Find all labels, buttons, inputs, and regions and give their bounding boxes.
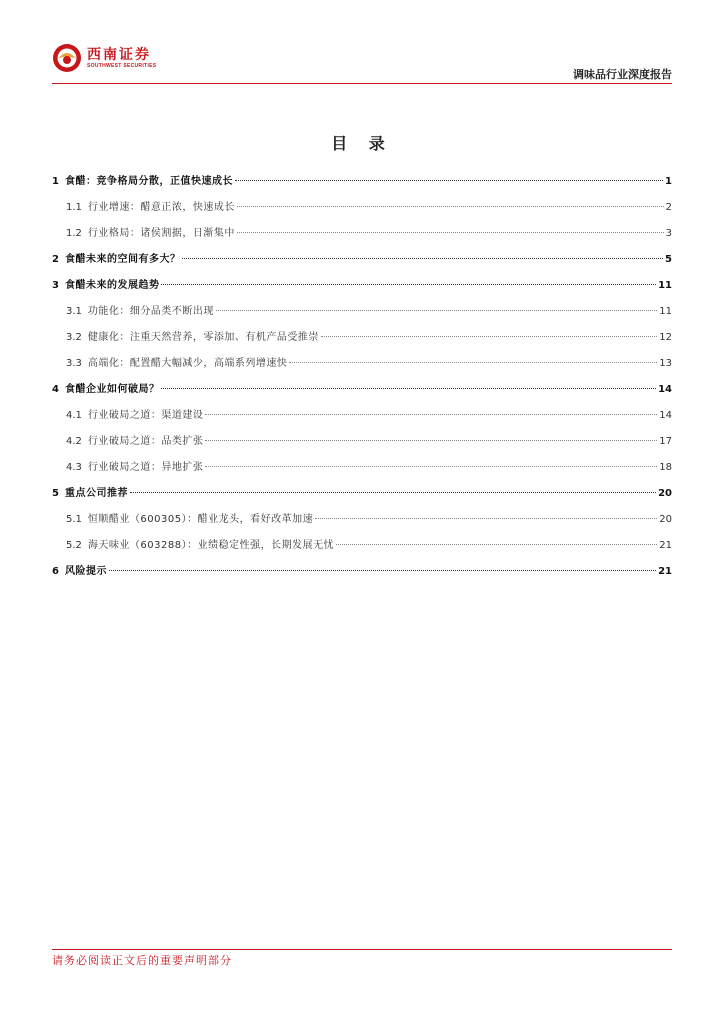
toc-entry-section[interactable] <box>52 510 672 536</box>
toc-dot-leader <box>182 258 663 259</box>
toc-page-number: 21 <box>659 540 672 551</box>
toc-page-number: 14 <box>658 384 672 395</box>
toc-dot-leader <box>321 336 657 337</box>
toc-dot-leader <box>216 310 657 311</box>
logo-english-name: SOUTHWEST SECURITIES <box>87 62 157 69</box>
toc-entry-number: 3.1 <box>66 306 82 317</box>
toc-entry-chapter[interactable] <box>52 380 672 406</box>
toc-entry-title: 高端化：配置醋大幅减少，高端系列增速快 <box>87 358 288 369</box>
toc-dot-leader <box>237 232 664 233</box>
toc-entry-section[interactable] <box>52 302 672 328</box>
toc-dot-leader <box>336 544 657 545</box>
toc-entry-section[interactable] <box>52 198 672 224</box>
toc-page-number: 3 <box>665 228 672 239</box>
toc-entry-chapter[interactable] <box>52 562 672 588</box>
toc-page-number: 12 <box>659 332 672 343</box>
toc-dot-leader <box>109 570 656 571</box>
toc-dot-leader <box>315 518 657 519</box>
company-logo <box>52 43 156 73</box>
toc-page-number: 2 <box>665 202 672 213</box>
toc-entry-section[interactable] <box>52 406 672 432</box>
table-of-contents <box>52 172 672 588</box>
disclaimer-notice: 请务必阅读正文后的重要声明部分 <box>52 954 232 967</box>
toc-entry-title: 功能化：细分品类不断出现 <box>87 306 214 317</box>
header-divider <box>52 83 672 84</box>
toc-page-number: 20 <box>658 488 672 499</box>
toc-page-number: 1 <box>665 176 672 187</box>
toc-entry-number: 2 <box>52 254 59 265</box>
toc-entry-number: 1.1 <box>66 202 82 213</box>
toc-entry-number: 4.2 <box>66 436 82 447</box>
toc-entry-title: 海天味业（603288）：业绩稳定性强，长期发展无忧 <box>87 540 335 551</box>
toc-entry-title: 健康化：注重天然营养，零添加、有机产品受推崇 <box>87 332 319 343</box>
toc-entry-number: 6 <box>52 566 59 577</box>
toc-entry-section[interactable] <box>52 458 672 484</box>
toc-page-number: 11 <box>658 280 672 291</box>
toc-page-number: 5 <box>665 254 672 265</box>
toc-entry-section[interactable] <box>52 328 672 354</box>
toc-entry-title: 恒顺醋业（600305）：醋业龙头，看好改革加速 <box>87 514 314 525</box>
toc-page-number: 17 <box>659 436 672 447</box>
toc-entry-title: 食醋：竞争格局分散，正值快速成长 <box>64 176 233 187</box>
toc-dot-leader <box>161 284 656 285</box>
toc-dot-leader <box>235 180 663 181</box>
footer-divider <box>52 949 672 950</box>
logo-emblem-icon <box>52 43 82 73</box>
toc-page-number: 20 <box>659 514 672 525</box>
toc-entry-section[interactable] <box>52 224 672 250</box>
toc-entry-title: 食醋未来的发展趋势 <box>64 280 160 291</box>
toc-page-number: 14 <box>659 410 672 421</box>
toc-entry-number: 5.1 <box>66 514 82 525</box>
toc-dot-leader <box>205 466 657 467</box>
toc-dot-leader <box>130 492 656 493</box>
toc-entry-number: 1.2 <box>66 228 82 239</box>
toc-entry-number: 5 <box>52 488 59 499</box>
report-category: 调味品行业深度报告 <box>573 68 672 81</box>
toc-entry-number: 3.2 <box>66 332 82 343</box>
toc-entry-title: 食醋未来的空间有多大？ <box>64 254 181 265</box>
toc-page-number: 13 <box>659 358 672 369</box>
toc-dot-leader <box>289 362 657 363</box>
toc-page-number: 11 <box>659 306 672 317</box>
toc-dot-leader <box>205 414 657 415</box>
toc-entry-number: 1 <box>52 176 59 187</box>
toc-entry-title: 食醋企业如何破局？ <box>64 384 160 395</box>
toc-entry-number: 5.2 <box>66 540 82 551</box>
toc-entry-section[interactable] <box>52 432 672 458</box>
toc-entry-title: 行业增速：醋意正浓，快速成长 <box>87 202 235 213</box>
toc-entry-number: 4.1 <box>66 410 82 421</box>
toc-entry-chapter[interactable] <box>52 484 672 510</box>
toc-entry-title: 行业格局：诸侯割据，日渐集中 <box>87 228 235 239</box>
toc-page-number: 18 <box>659 462 672 473</box>
toc-dot-leader <box>237 206 664 207</box>
toc-page-number: 21 <box>658 566 672 577</box>
logo-chinese-name: 西南证券 <box>87 46 151 63</box>
toc-dot-leader <box>205 440 657 441</box>
toc-entry-title: 重点公司推荐 <box>64 488 128 499</box>
toc-entry-number: 3.3 <box>66 358 82 369</box>
toc-entry-number: 3 <box>52 280 59 291</box>
toc-heading: 目 录 <box>331 134 393 153</box>
toc-entry-section[interactable] <box>52 536 672 562</box>
toc-entry-title: 行业破局之道：渠道建设 <box>87 410 204 421</box>
toc-entry-number: 4 <box>52 384 59 395</box>
toc-entry-title: 风险提示 <box>64 566 107 577</box>
toc-entry-title: 行业破局之道：品类扩张 <box>87 436 204 447</box>
toc-entry-chapter[interactable] <box>52 172 672 198</box>
page-header <box>0 0 724 84</box>
toc-entry-chapter[interactable] <box>52 276 672 302</box>
toc-entry-section[interactable] <box>52 354 672 380</box>
toc-entry-title: 行业破局之道：异地扩张 <box>87 462 204 473</box>
toc-dot-leader <box>161 388 656 389</box>
toc-entry-number: 4.3 <box>66 462 82 473</box>
toc-entry-chapter[interactable] <box>52 250 672 276</box>
